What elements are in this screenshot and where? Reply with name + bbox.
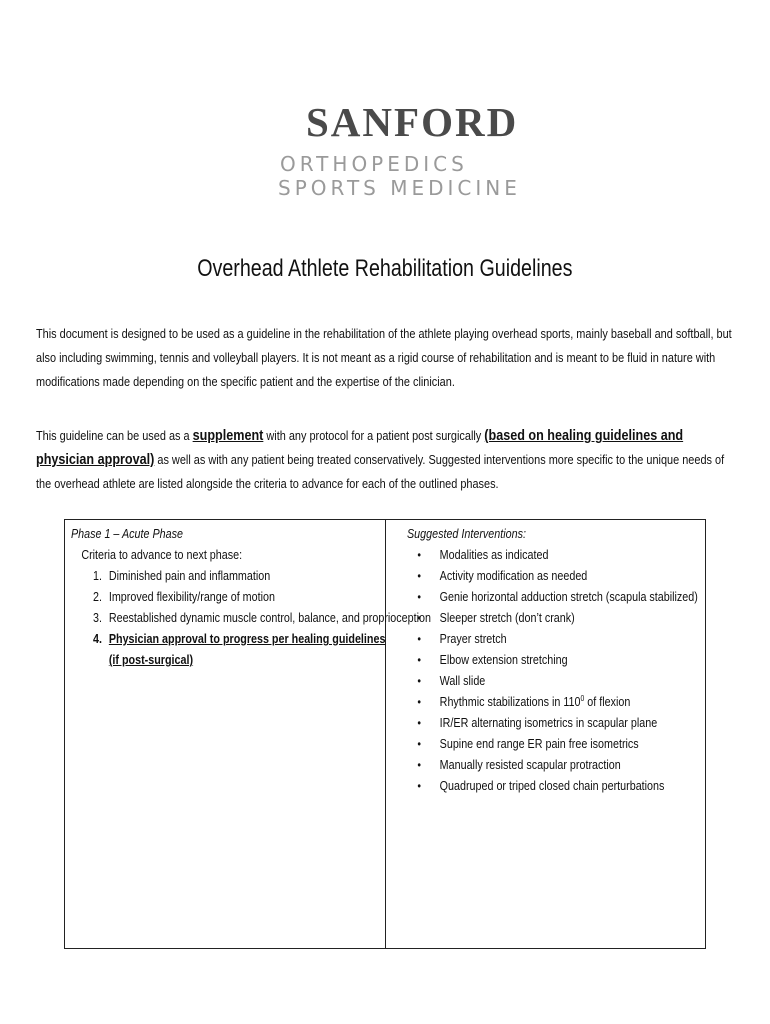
logo-line-1: ORTHOPEDICS — [280, 152, 468, 176]
interventions-column — [407, 524, 699, 797]
phase-1-table — [64, 519, 706, 949]
criterion-item: 1. Diminished pain and inflammation — [92, 569, 271, 583]
intro-paragraph-1: This document is designed to be used as a guideline in the rehabilitation of the athlete playing overhead sports, mainly baseball and softball, but also including swimming, tennis and volleyball players. It is not meant as a rigid course of rehabilitation and is meant to be fluid in nature with modifications made depending on the specific patient and the expertise of the clinician. — [36, 326, 732, 389]
criteria-label: Criteria to advance to next phase: — [81, 548, 243, 562]
intervention-item: • Genie horizontal adduction stretch (scapula stabilized) — [407, 587, 699, 608]
phase-heading: Phase 1 – Acute Phase — [71, 527, 183, 541]
criteria-column — [71, 524, 431, 671]
intervention-item: • Rhythmic stabilizations in $110^0$ of flexion — [407, 692, 699, 713]
logo-line-2: SPORTS MEDICINE — [278, 176, 521, 200]
intervention-item: • Quadruped or triped closed chain perturbations — [407, 776, 699, 797]
intervention-item: • Modalities as indicated — [407, 545, 699, 566]
supplement-emphasis: supplement — [192, 427, 264, 444]
intervention-item: • Wall slide — [407, 671, 699, 692]
criterion-item-physician-approval: 4. Physician approval to progress per healing guidelines — [92, 632, 386, 646]
page-title: Overhead Athlete Rehabilitation Guidelines — [197, 255, 573, 282]
interventions-heading: Suggested Interventions: — [407, 527, 526, 541]
intervention-item: • Supine end range ER pain free isometrics — [407, 734, 699, 755]
intervention-item: • IR/ER alternating isometrics in scapular plane — [407, 713, 699, 734]
logo-name: SANFORD — [306, 99, 519, 145]
interventions-list — [407, 545, 699, 797]
intro-paragraph-2: This guideline can be used as a supplement with any protocol for a patient post surgically (based on healing guidelines and physician approval) as well as with any patient being treated conservatively. Suggested interventions more specific to the unique needs of the overhead athlete are listed alongside the criteria to advance for each of the outlined phases. — [36, 427, 725, 491]
criterion-item: 2. Improved flexibility/range of motion — [92, 590, 275, 604]
criterion-item: 3. Reestablished dynamic muscle control, balance, and proprioception — [92, 611, 431, 625]
intervention-item: • Elbow extension stretching — [407, 650, 699, 671]
sanford-logo — [270, 98, 521, 208]
criterion-item-continuation: (if post-surgical) — [108, 653, 194, 667]
intervention-item: • Manually resisted scapular protraction — [407, 755, 699, 776]
intervention-item: • Prayer stretch — [407, 629, 699, 650]
intervention-item: • Activity modification as needed — [407, 566, 699, 587]
healing-guidelines-emphasis: (based on healing guidelines and physician approval) — [36, 427, 684, 468]
intervention-item: • Sleeper stretch (don’t crank) — [407, 608, 699, 629]
